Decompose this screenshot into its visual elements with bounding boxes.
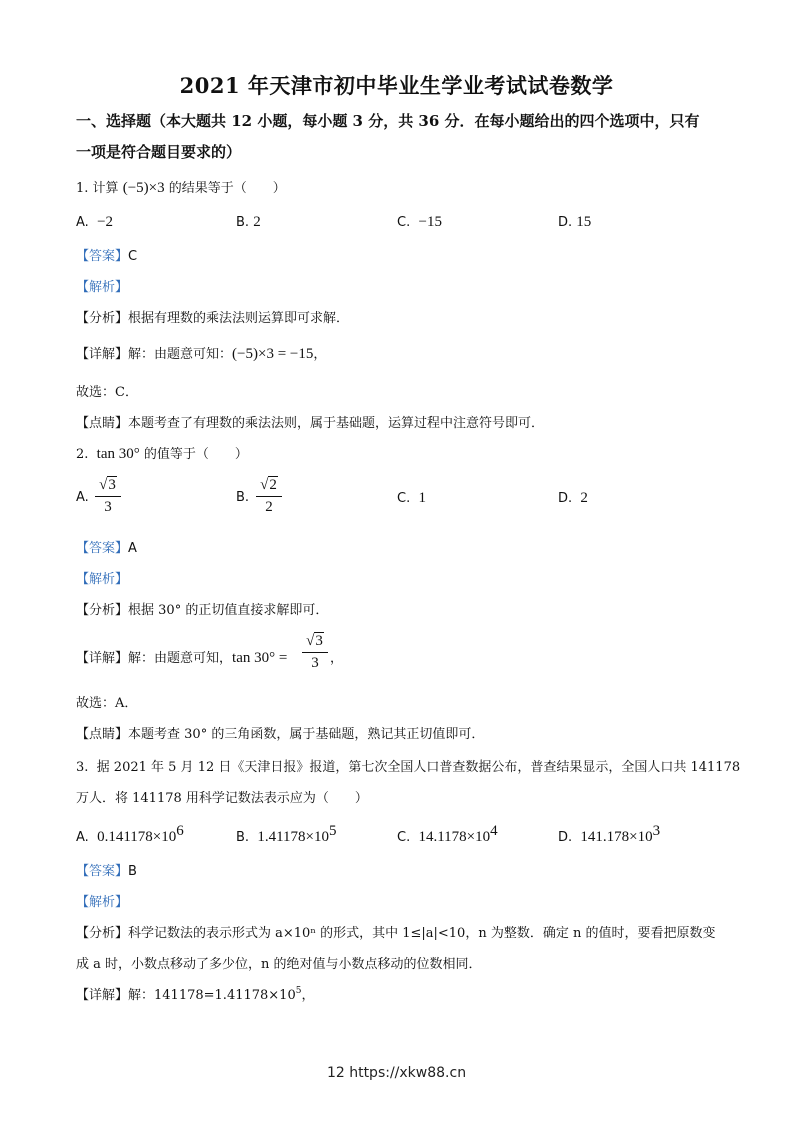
section-heading-line2: 一项是符合题目要求的） [76,143,242,161]
q1-answer-value: C [128,249,138,264]
q3-analysis-line2: 成 a 时，小数点移动了多少位，n 的绝对值与小数点移动的位数相同． [76,957,482,972]
q3-detail: 【详解】解：$141178=1.41178\times 10^5$， [76,986,315,1003]
q3-stem-line2: 万人．将 141178 用科学记数法表示应为（ ） [76,791,368,806]
q3-stem-line1: 3. 据 2021 年 5 月 12 日《天津日报》报道，第七次全国人口普查数据公布，普查结果显示，全国人口共 141178 [76,760,741,775]
q2-detail: 【详解】解：由题意可知，tan 30° = [76,650,288,666]
q1-choice: 故选：C． [76,385,138,400]
page-title: 2021 年天津市初中毕业生学业考试试卷数学 [179,73,614,98]
q2-answer: 【答案】A [76,541,137,556]
section-heading-line1: 一、选择题（本大题共 12 小题，每小题 3 分，共 36 分．在每小题给出的四个选项中，只有 [76,112,700,130]
q2-number: 2. [76,447,89,462]
q2-option-b-letter: B. [236,490,250,505]
q1-answer [76,245,137,264]
q1-stem-text-b: 的结果等于（ ） [168,181,286,196]
q3-answer-value: B [128,864,137,879]
q1-number: 1. [76,181,89,196]
q3-answer: 【答案】B [76,864,137,879]
q2-answer-value: A [128,541,137,556]
q2-stem: 2. tan 30° 的值等于（ ） [76,446,248,462]
q2-analysis: 【分析】根据 30° 的正切值直接求解即可． [76,603,329,618]
q3-analysis-heading: 【解析】 [76,895,129,910]
q3-option-b: B. $1.41178\times 10^5$ [236,823,337,845]
q2-detail-fraction: √3 3 [302,632,328,672]
q3-option-a: A. $0.141178\times 10^6$ [76,823,184,845]
q1-analysis: 【分析】根据有理数的乘法法则运算即可求解． [76,311,350,326]
q2-option-c: C. 1 [397,490,426,506]
q1-stem-expression: (−5)×3 [122,180,165,196]
q1-option-a: A. −2 [76,214,114,230]
q2-stem-expression: tan 30° [96,446,140,462]
q1-analysis-heading: 【解析】 [76,280,129,295]
q1-stem [76,177,286,197]
q3-option-c: C. $14.1178\times 10^4$ [397,823,498,845]
q3-analysis-line1: 【分析】科学记数法的表示形式为 a×10ⁿ 的形式，其中 1≤|a|<10，n 为整数．确定 n 的值时，要看把原数变 [76,926,716,941]
q2-detail-expression: tan 30° = [232,650,288,666]
q1-option-b: B. 2 [236,214,261,230]
q2-option-b-fraction: √2 2 [256,476,282,516]
q2-analysis-heading: 【解析】 [76,572,129,587]
page-footer: 12 https://xkw88.cn [326,1065,467,1081]
q1-option-d: D. 15 [558,214,592,230]
q1-stem-text-a: 计算 [92,181,119,196]
q2-choice: 故选：A． [76,696,138,711]
q2-comment: 【点睛】本题考查 30° 的三角函数，属于基础题，熟记其正切值即可． [76,727,485,742]
answer-label: 【答案】 [76,249,129,264]
q1-detail: 【详解】解：由题意可知：(−5)×3 = −15， [76,346,327,362]
q2-option-a-fraction: √3 3 [95,476,121,516]
q2-option-d: D. 2 [558,490,588,506]
q1-comment: 【点睛】本题考查了有理数的乘法法则，属于基础题，运算过程中注意符号即可． [76,416,545,431]
q1-option-c: C. −15 [397,214,442,230]
q2-option-a-letter: A. [76,490,89,505]
q3-option-d: D. $141.178\times 10^3$ [558,823,661,845]
q1-detail-expression: (−5)×3 = −15 [232,346,314,362]
q2-detail-comma: ， [330,651,344,666]
